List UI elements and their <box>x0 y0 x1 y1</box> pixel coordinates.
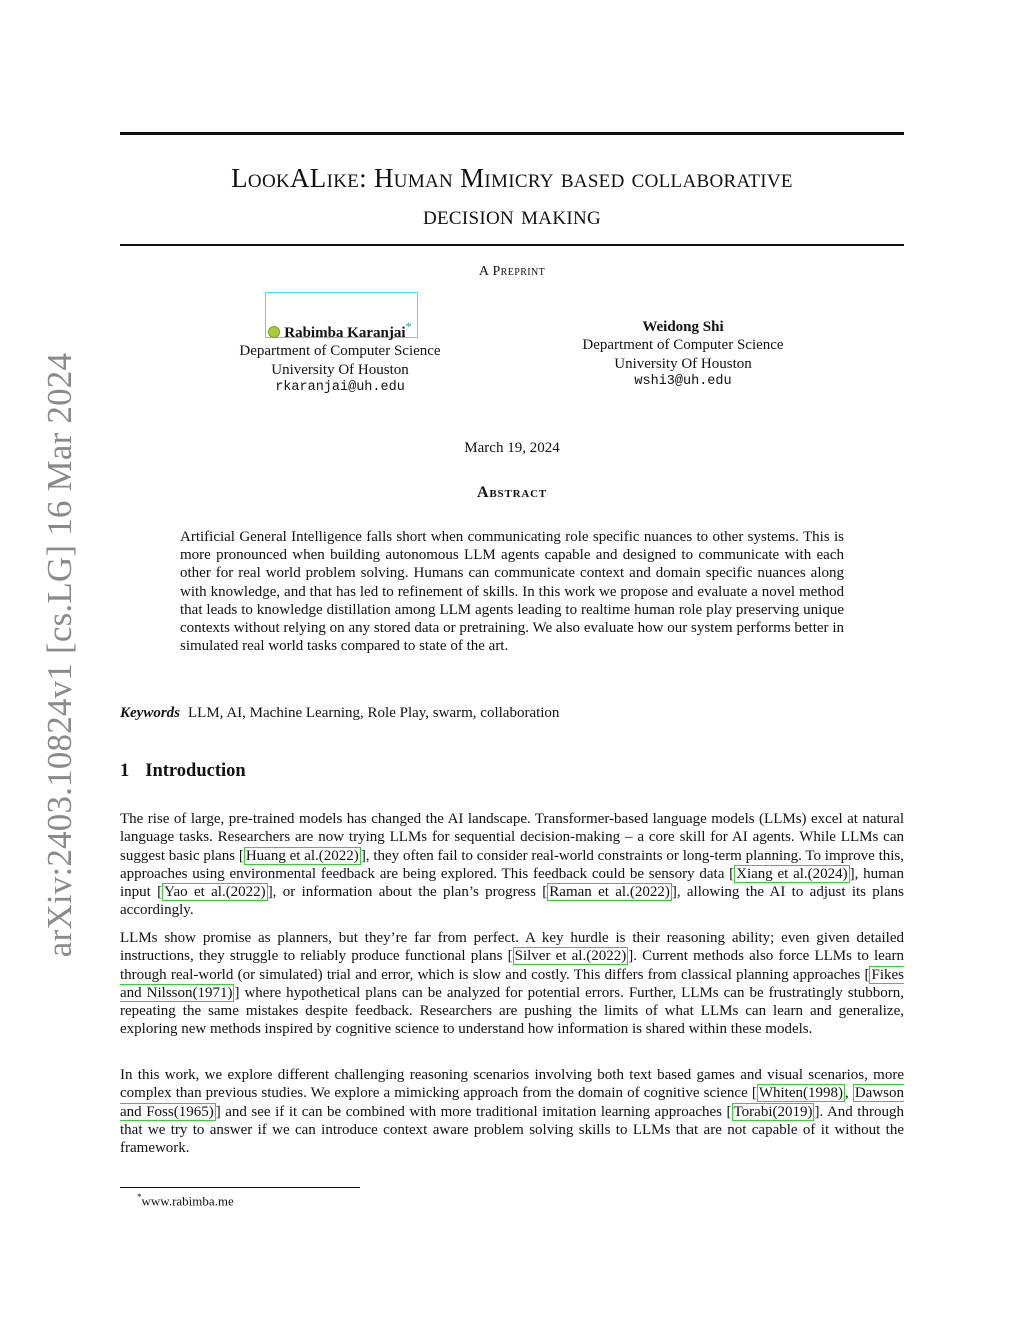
intro-paragraph-2: LLMs show promise as planners, but they’re far from perfect. A key hurdle is their reasoning ability; even given detailed instructions, they struggle to reliably produce functional plans [ Silver et al.(2022) ]. Current methods also force LLMs to learn through real-world (or simulated) trial and error, which is slow and costly. This differs from classical planning approaches [ Fikes and Nilsson(1971) ] where hypothetical plans can be analyzed for potential errors. Further, LLMs can be frustratingly stubborn, repeating the same mistakes despite feedback. Researchers are pushing the limits of what LLMs can learn and generalize, exploring new methods inspired by cognitive science to understand how information is shared within these models. <box>120 930 904 1038</box>
abstract-text: Artificial General Intelligence falls short when communicating role specific nuances to other systems. This is more pronounced when building autonomous LLM agents capable and designed to communicate with each other for real world problem solving. Humans can communicate context and domain specific nuances along with knowledge, and that has led to refinement of skills. In this work we propose and evaluate a novel method that leads to knowledge distillation among LLM agents leading to realtime human role play preserving unique contexts without relying on any stored data or pretraining. We also evaluate how our system performs better in simulated real world tasks compared to state of the art. <box>180 529 844 655</box>
citation-link[interactable]: Torabi(2019) <box>733 1103 813 1120</box>
citation-link[interactable]: Fikes and Nilsson(1971) <box>120 966 904 1001</box>
author-email: rkaranjai@uh.edu <box>275 380 405 396</box>
footnote <box>137 1192 234 1209</box>
author-university: University Of Houston <box>271 361 409 378</box>
author-name: Weidong Shi <box>642 319 724 335</box>
intro-paragraph-1: The rise of large, pre-trained models has changed the AI landscape. Transformer-based language models (LLMs) excel at natural language tasks. Researchers are now trying LLMs for sequential decision-making – a core skill for AI agents. While LLMs can suggest basic plans [ Huang et al.(2022) ], they often fail to consider real-world constraints or long-term planning. To improve this, approaches using environmental feedback are being explored. This feedback could be sensory data [ Xiang et al.(2024) ], human input [ Yao et al.(2022) ], or information about the plan’s progress [ Raman et al.(2022) ], allowing the AI to adjust its plans accordingly. <box>120 811 904 919</box>
author-name: Rabimba Karanjai* <box>200 318 480 342</box>
paper-date: March 19, 2024 <box>464 440 560 456</box>
keywords-label: Keywords <box>120 705 180 721</box>
preprint-label: A Preprint <box>478 264 546 279</box>
author-email: wshi3@uh.edu <box>634 374 732 390</box>
footnote-rule <box>120 1187 360 1188</box>
orcid-icon[interactable] <box>268 326 280 338</box>
title-bottom-rule <box>120 244 904 246</box>
citation-link[interactable]: Silver et al.(2022) <box>514 948 627 965</box>
keywords <box>120 705 904 722</box>
author-department: Department of Computer Science <box>239 343 441 360</box>
intro-paragraph-3: In this work, we explore different challenging reasoning scenarios involving both text based games and visual scenarios, more complex than previous studies. We explore a mimicking approach from the domain of cognitive science [ Whiten(1998) , Dawson and Foss(1965) ] and see if it can be combined with more traditional imitation learning approaches [ Torabi(2019) ]. And through that we try to answer if we can introduce context aware problem solving skills to LLMs that are not capable of it without the framework. <box>120 1067 905 1157</box>
citation-link[interactable]: Dawson and Foss(1965) <box>120 1085 905 1120</box>
paper-title <box>120 160 904 234</box>
title-top-rule <box>120 132 904 135</box>
footnote-text[interactable]: www.rabimba.me <box>141 1193 234 1209</box>
footnote-mark[interactable]: * <box>405 320 412 334</box>
author-university: University Of Houston <box>614 355 752 372</box>
arxiv-identifier: arXiv:2403.10824v1 [cs.LG] 16 Mar 2024 <box>40 352 79 958</box>
footnote-marker: * <box>137 1192 142 1202</box>
citation-link[interactable]: Xiang et al.(2024) <box>736 865 848 882</box>
author-block-2 <box>543 318 823 392</box>
citation-link[interactable]: Whiten(1998) <box>758 1085 843 1102</box>
keywords-text: LLM, AI, Machine Learning, Role Play, swarm, collaboration <box>188 705 560 721</box>
title-line-1: LookALike: Human Mimicry based collaborative <box>231 163 793 193</box>
author-block-1 <box>200 318 480 398</box>
section-heading <box>120 761 246 782</box>
abstract-heading: Abstract <box>477 484 547 501</box>
citation-link[interactable]: Huang et al.(2022) <box>245 847 359 864</box>
citation-link[interactable]: Yao et al.(2022) <box>164 884 266 901</box>
author-department: Department of Computer Science <box>582 337 784 354</box>
section-number: 1 <box>120 761 130 781</box>
title-line-2: decision making <box>422 200 602 230</box>
section-title: Introduction <box>145 761 246 781</box>
citation-link[interactable]: Raman et al.(2022) <box>549 884 670 901</box>
